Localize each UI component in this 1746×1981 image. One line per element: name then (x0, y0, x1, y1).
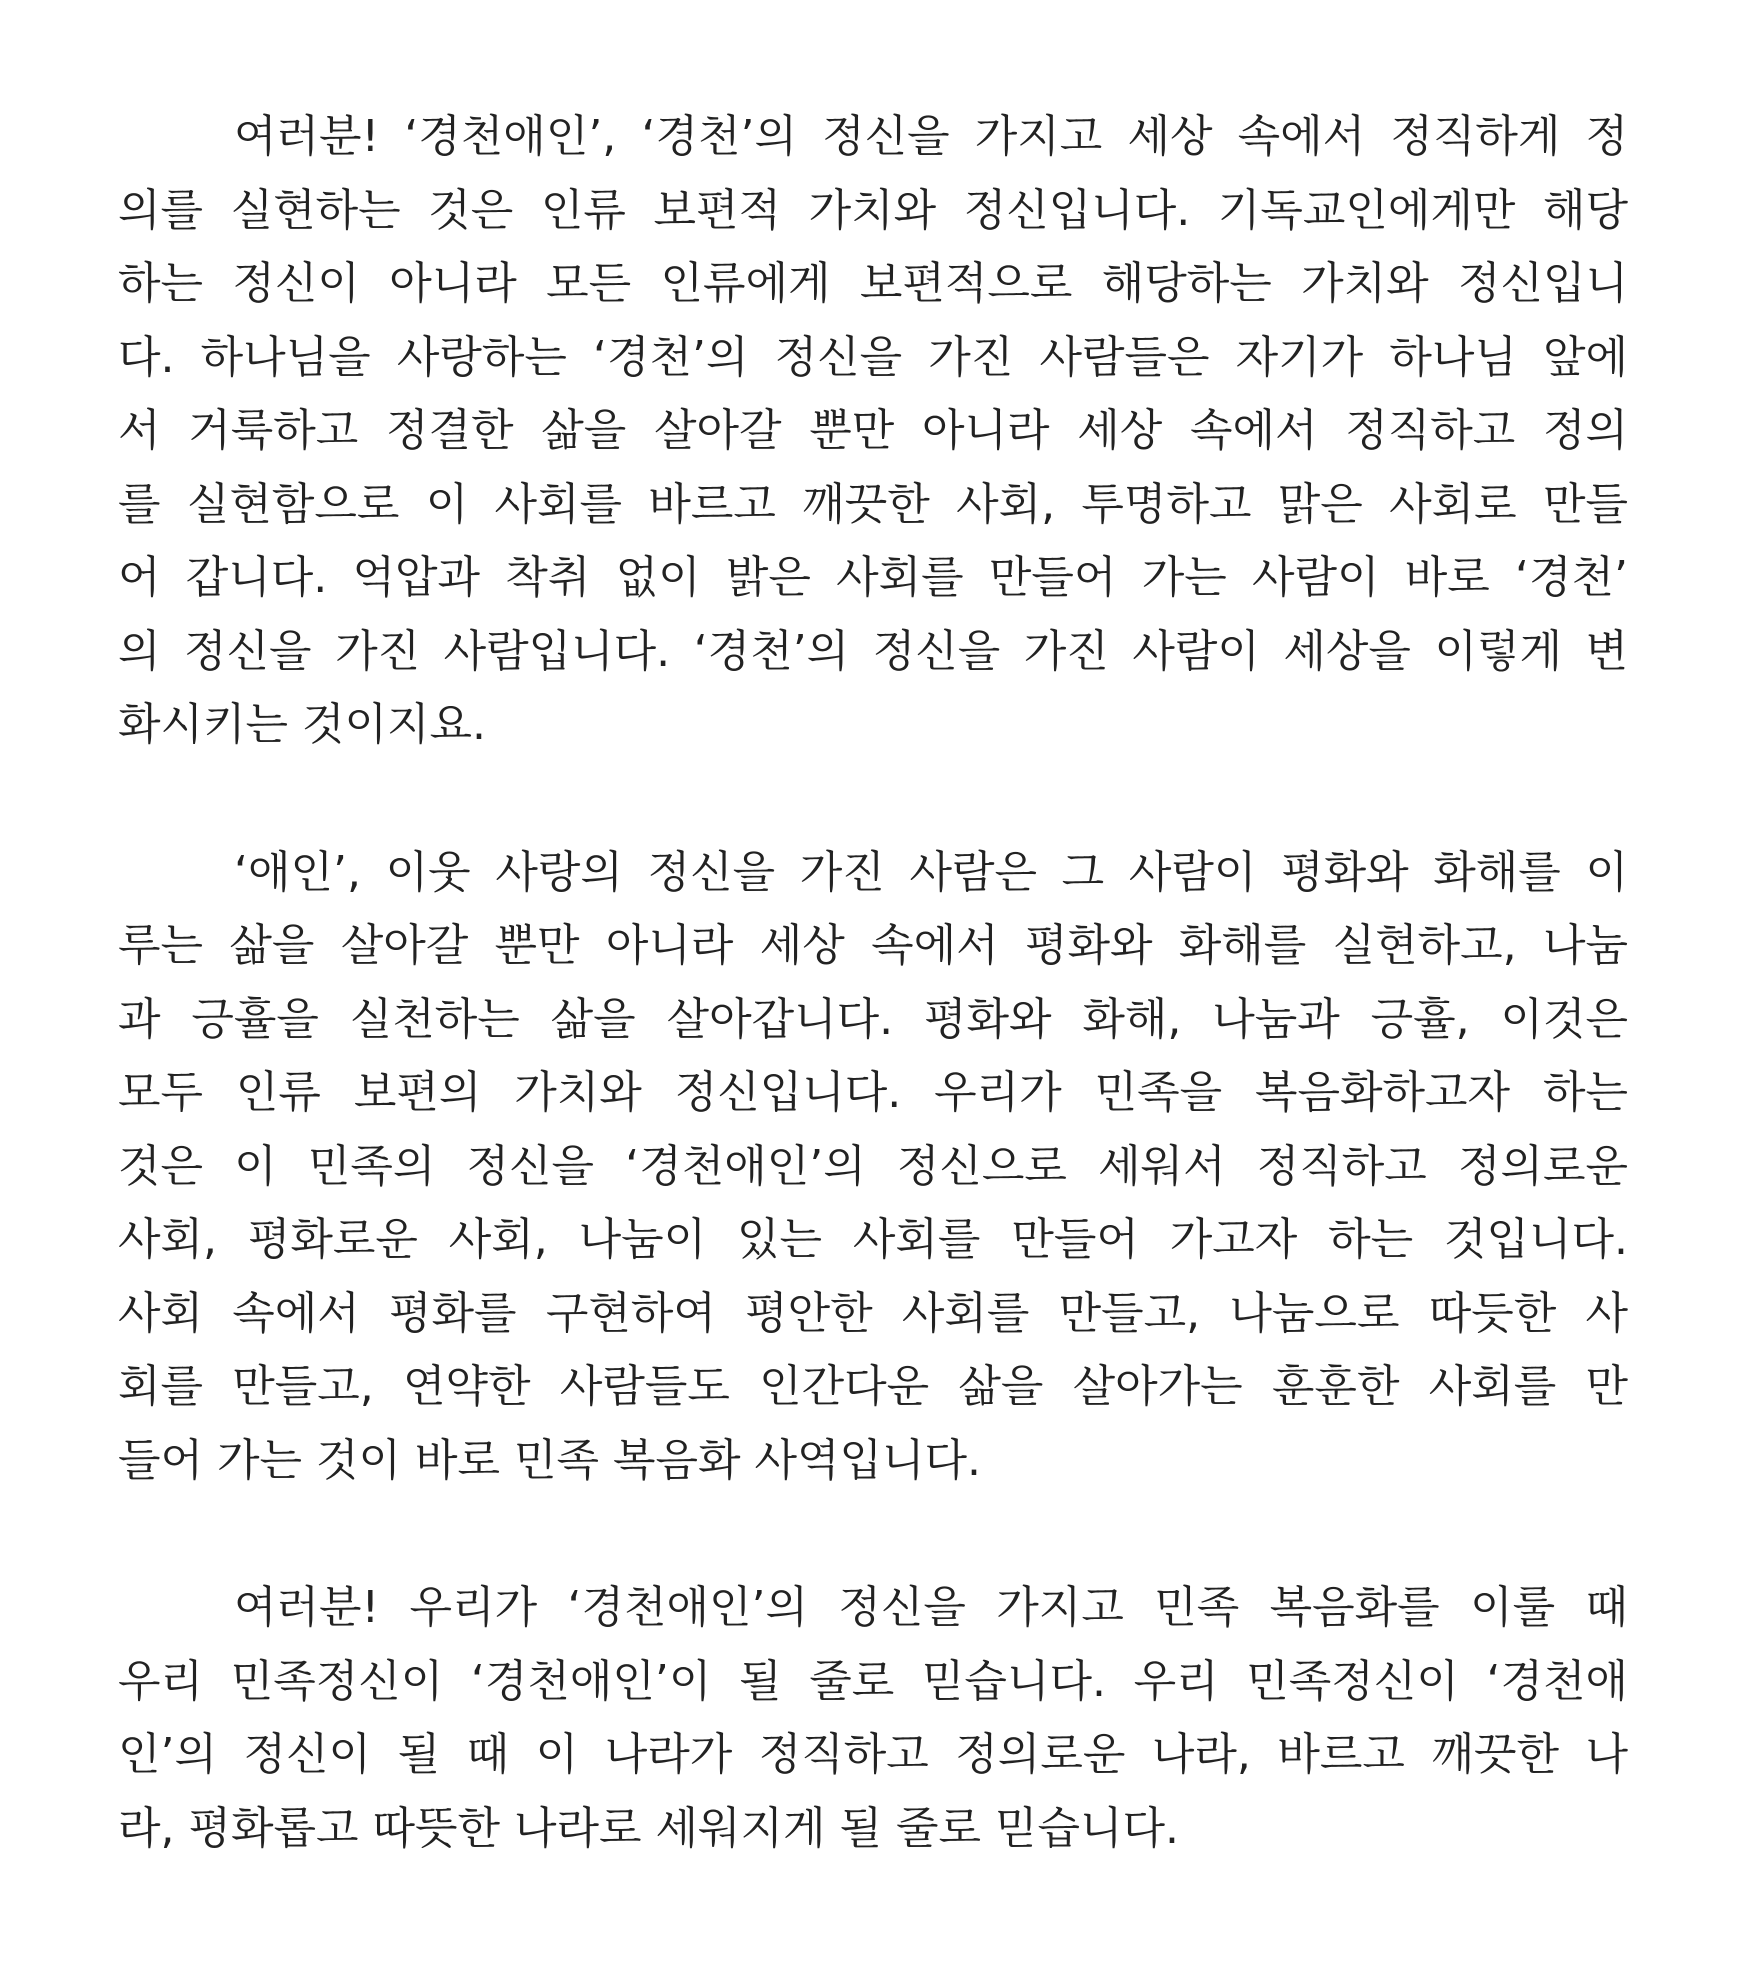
text-line: 과 긍휼을 실천하는 삶을 살아갑니다. 평화와 화해, 나눔과 긍휼, 이것은 (118, 993, 1628, 1045)
text-line: 루는 삶을 살아갈 뿐만 아니라 세상 속에서 평화와 화해를 실현하고, 나눔 (118, 920, 1628, 971)
paragraph-1 (118, 100, 1628, 762)
text-line: 여러분! 우리가 ‘경천애인’의 정신을 가지고 민족 복음화를 이룰 때 (234, 1582, 1628, 1633)
text-line: 다. 하나님을 사랑하는 ‘경천’의 정신을 가진 사람들은 자기가 하나님 앞에 (118, 331, 1628, 383)
text-line: 라, 평화롭고 따뜻한 나라로 세워지게 될 줄로 믿습니다. (118, 1802, 1179, 1854)
text-line: 모두 인류 보편의 가치와 정신입니다. 우리가 민족을 복음화하고자 하는 (118, 1067, 1628, 1118)
text-line: 사회 속에서 평화를 구현하여 평안한 사회를 만들고, 나눔으로 따듯한 사 (118, 1287, 1628, 1339)
text-line: 인’의 정신이 될 때 이 나라가 정직하고 정의로운 나라, 바르고 깨끗한 나 (118, 1729, 1628, 1780)
text-line: 하는 정신이 아니라 모든 인류에게 보편적으로 해당하는 가치와 정신입니 (118, 258, 1628, 309)
text-line: 의 정신을 가진 사람입니다. ‘경천’의 정신을 가진 사람이 세상을 이렇게 변 (118, 625, 1628, 677)
text-line: 사회, 평화로운 사회, 나눔이 있는 사회를 만들어 가고자 하는 것입니다. (118, 1214, 1628, 1265)
text-line: 서 거룩하고 정결한 삶을 살아갈 뿐만 아니라 세상 속에서 정직하고 정의 (118, 405, 1628, 456)
text-line: 여러분! ‘경천애인’, ‘경천’의 정신을 가지고 세상 속에서 정직하게 정 (234, 111, 1628, 162)
paragraph-3 (118, 1571, 1628, 1865)
text-line: 회를 만들고, 연약한 사람들도 인간다운 삶을 살아가는 훈훈한 사회를 만 (118, 1361, 1628, 1412)
text-line: 들어 가는 것이 바로 민족 복음화 사역입니다. (118, 1434, 981, 1486)
text-line: 것은 이 민족의 정신을 ‘경천애인’의 정신으로 세워서 정직하고 정의로운 (118, 1140, 1628, 1192)
text-line: ‘애인’, 이웃 사랑의 정신을 가진 사람은 그 사람이 평화와 화해를 이 (234, 846, 1628, 898)
text-line: 를 실현함으로 이 사회를 바르고 깨끗한 사회, 투명하고 맑은 사회로 만들 (118, 478, 1628, 530)
text-line: 우리 민족정신이 ‘경천애인’이 될 줄로 믿습니다. 우리 민족정신이 ‘경천애 (118, 1655, 1628, 1707)
text-line: 어 갑니다. 억압과 착취 없이 밝은 사회를 만들어 가는 사람이 바로 ‘경천’ (118, 552, 1628, 603)
document-page (118, 100, 1628, 1939)
paragraph-2 (118, 836, 1628, 1498)
text-line: 의를 실현하는 것은 인류 보편적 가치와 정신입니다. 기독교인에게만 해당 (118, 184, 1628, 236)
text-line: 화시키는 것이지요. (118, 699, 487, 750)
